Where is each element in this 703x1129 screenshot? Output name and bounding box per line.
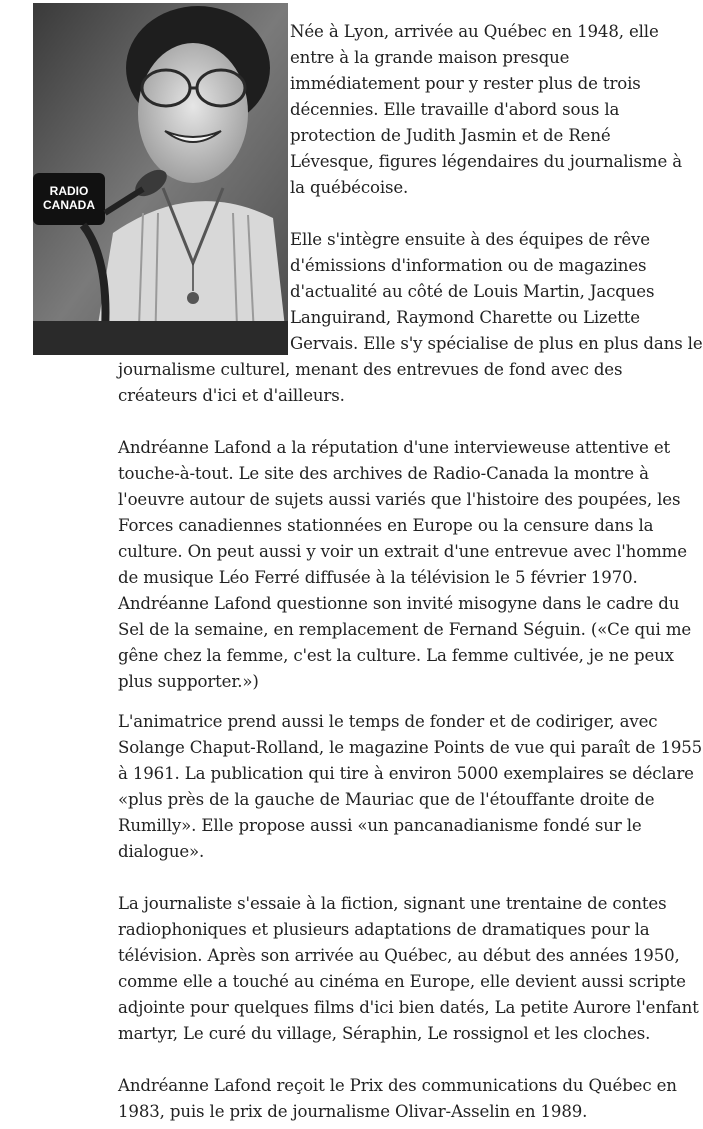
text-line: télévision. Après son arrivée au Québec, au début des années 1950,: [118, 946, 680, 965]
text-line: dialogue».: [118, 842, 205, 861]
text-line: Languirand, Raymond Charette ou Lizette: [290, 308, 640, 327]
text-line: journalisme culturel, menant des entrevues de fond avec des: [118, 360, 623, 379]
portrait-photo: [33, 3, 288, 355]
text-line: 1983, puis le prix de journalisme Olivar-Asselin en 1989.: [118, 1102, 588, 1121]
text-line: Sel de la semaine, en remplacement de Fernand Séguin. («Ce qui me: [118, 620, 692, 639]
text-line: Rumilly». Elle propose aussi «un pancanadianisme fondé sur le: [118, 816, 642, 835]
text-line: comme elle a touché au cinéma en Europe, elle devient aussi scripte: [118, 972, 686, 991]
text-line: de musique Léo Ferré diffusée à la télévision le 5 février 1970.: [118, 568, 638, 587]
text-line: à 1961. La publication qui tire à environ 5000 exemplaires se déclare: [118, 764, 694, 783]
text-line: d'actualité au côté de Louis Martin, Jacques: [290, 282, 655, 301]
text-line: d'émissions d'information ou de magazines: [290, 256, 647, 275]
text-line: Gervais. Elle s'y spécialise de plus en plus dans le: [290, 334, 703, 353]
portrait-image: [33, 3, 288, 355]
mic-label-radio: RADIO: [49, 184, 89, 198]
text-line: entre à la grande maison presque: [290, 48, 570, 67]
text-line: Lévesque, figures légendaires du journalisme à: [290, 152, 683, 171]
paragraph-reputation: [118, 435, 691, 695]
paragraph-teams-continued: [118, 357, 622, 409]
text-line: gêne chez la femme, c'est la culture. La femme cultivée, je ne peux: [118, 646, 674, 665]
text-line: Andréanne Lafond questionne son invité misogyne dans le cadre du: [118, 594, 680, 613]
text-line: La journaliste s'essaie à la fiction, signant une trentaine de contes: [118, 894, 667, 913]
text-line: Elle s'intègre ensuite à des équipes de rêve: [290, 230, 650, 249]
text-line: immédiatement pour y rester plus de trois: [290, 74, 641, 93]
text-line: créateurs d'ici et d'ailleurs.: [118, 386, 345, 405]
text-line: Forces canadiennes stationnées en Europe ou la censure dans la: [118, 516, 654, 535]
text-line: Solange Chaput-Rolland, le magazine Points de vue qui paraît de 1955: [118, 738, 703, 757]
text-line: la québécoise.: [290, 178, 409, 197]
text-line: martyr, Le curé du village, Séraphin, Le rossignol et les cloches.: [118, 1024, 651, 1043]
text-line: Andréanne Lafond a la réputation d'une intervieweuse attentive et: [118, 438, 671, 457]
text-line: adjointe pour quelques films d'ici bien datés, La petite Aurore l'enfant: [118, 998, 699, 1017]
paragraph-intro: [290, 19, 682, 201]
text-line: décennies. Elle travaille d'abord sous la: [290, 100, 620, 119]
text-line: culture. On peut aussi y voir un extrait d'une entrevue avec l'homme: [118, 542, 687, 561]
text-line: touche-à-tout. Le site des archives de Radio-Canada la montre à: [118, 464, 649, 483]
paragraph-fiction: [118, 891, 699, 1047]
text-line: l'oeuvre autour de sujets aussi variés que l'histoire des poupées, les: [118, 490, 681, 509]
paragraph-teams: [290, 227, 703, 357]
mic-label-canada: CANADA: [43, 198, 95, 212]
text-line: Née à Lyon, arrivée au Québec en 1948, elle: [290, 22, 659, 41]
text-line: plus supporter.»): [118, 672, 259, 691]
paragraph-awards: [118, 1073, 677, 1125]
text-line: radiophoniques et plusieurs adaptations de dramatiques pour la: [118, 920, 650, 939]
text-line: protection de Judith Jasmin et de René: [290, 126, 611, 145]
text-line: L'animatrice prend aussi le temps de fonder et de codiriger, avec: [118, 712, 658, 731]
text-line: Andréanne Lafond reçoit le Prix des communications du Québec en: [118, 1076, 677, 1095]
paragraph-points-de-vue: [118, 709, 702, 865]
text-line: «plus près de la gauche de Mauriac que de l'étouffante droite de: [118, 790, 655, 809]
